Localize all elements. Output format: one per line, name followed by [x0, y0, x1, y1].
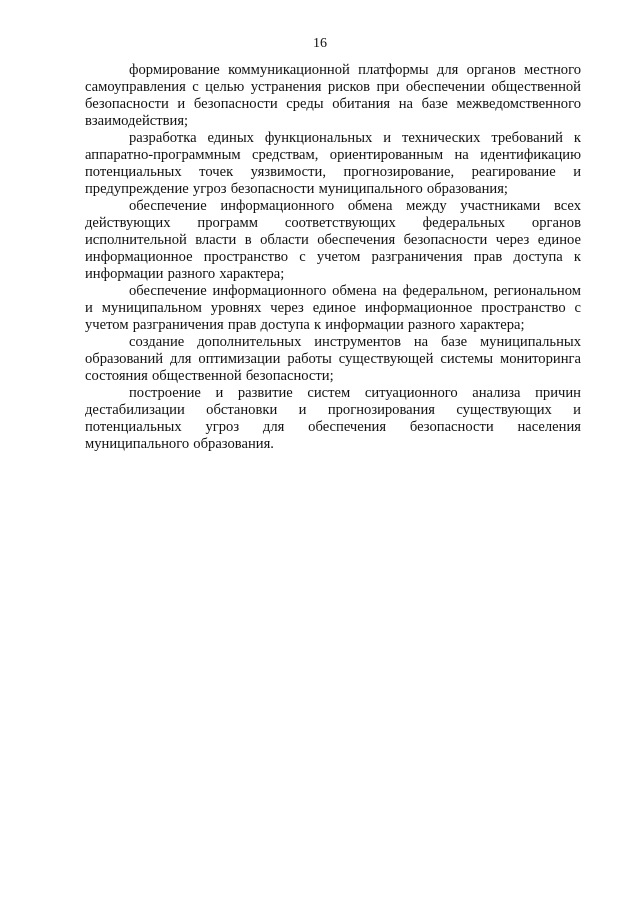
paragraph-technical-requirements: разработка единых функциональных и технических требований к аппаратно-программным средствам, ориентированным на идентификацию потенциальных точек уязвимости, прогнозирование, реагирование и предупреждение угроз безопасности муниципального образования;: [85, 130, 581, 197]
paragraph-monitoring-tools: создание дополнительных инструментов на базе муниципальных образований для оптимизации работы существующей системы мониторинга состояния общественной безопасности;: [85, 334, 581, 384]
paragraph-federal-information-exchange: обеспечение информационного обмена между участниками всех действующих программ соответствующих федеральных органов исполнительной власти в области обеспечения безопасности через единое информационное пространство с учетом разграничения прав доступа к информации разного характера;: [85, 198, 581, 282]
paragraph-situational-analysis: построение и развитие систем ситуационного анализа причин дестабилизации обстановки и прогнозирования существующих и потенциальных угроз для обеспечения безопасности населения муниципального образования.: [85, 385, 581, 452]
paragraph-multilevel-information-exchange: обеспечение информационного обмена на федеральном, региональном и муниципальном уровнях через единое информационное пространство с учетом разграничения прав доступа к информации разного характера;: [85, 283, 581, 333]
page-number: 16: [313, 36, 327, 51]
paragraph-communication-platform: формирование коммуникационной платформы для органов местного самоуправления с целью устранения рисков при обеспечении общественной безопасности и безопасности среды обитания на базе межведомственного взаимодействия;: [85, 62, 581, 129]
document-body: [85, 62, 581, 453]
